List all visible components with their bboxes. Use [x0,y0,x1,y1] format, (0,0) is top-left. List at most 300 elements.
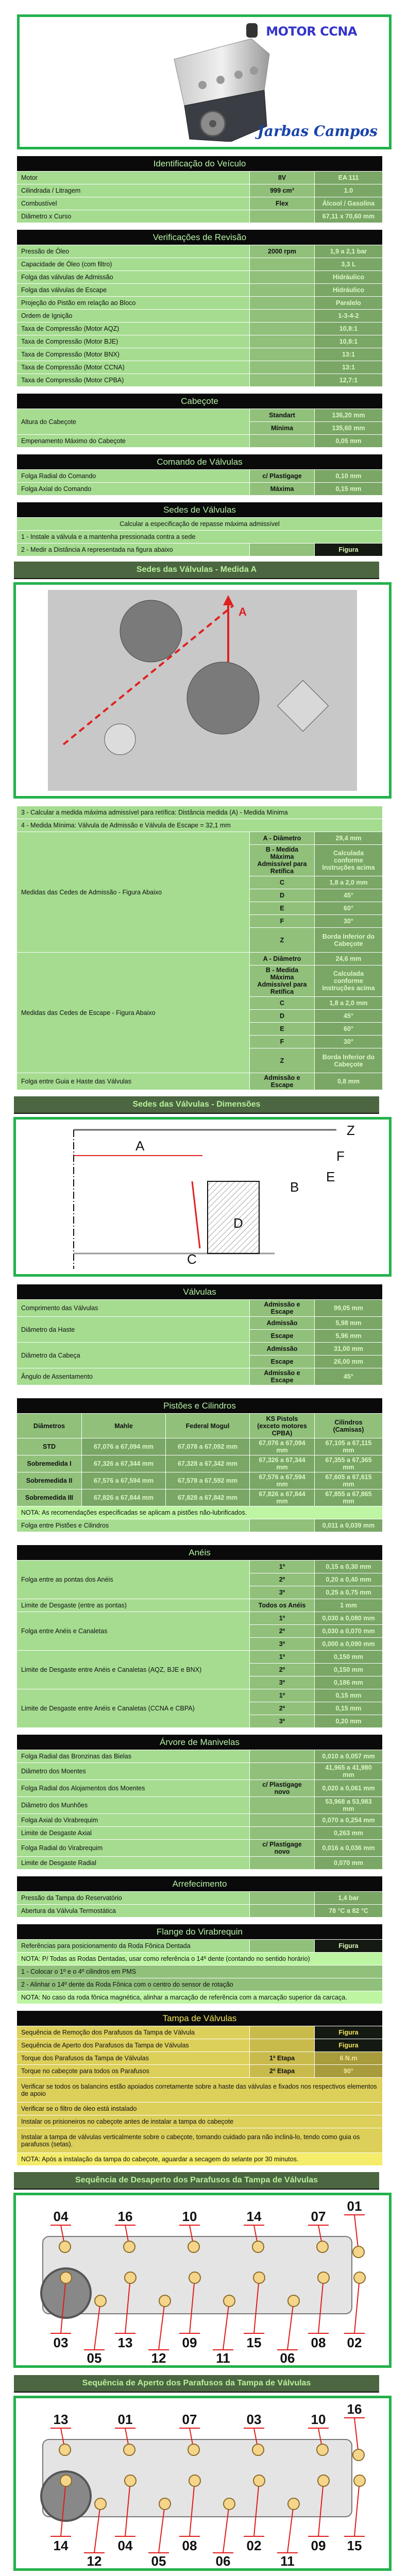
row-value: 136,20 mm [315,409,383,422]
table-row [17,1750,383,1763]
bolt-icon [124,2444,135,2455]
row-value: 41,965 a 41,980 mm [315,1763,383,1780]
bolt-number-label: 11 [216,2350,230,2365]
seat-dimension-diagram [16,1120,389,1274]
bolt-icon [353,2449,364,2461]
bolt-number-label: 04 [117,2538,133,2553]
section-title: Verificações de Revisão [17,230,383,245]
table-row [17,258,383,271]
row-condition [250,1519,315,1532]
bolt-number-label: 08 [182,2538,197,2553]
table-row [17,1651,383,1664]
row-label: Empenamento Máximo do Cabeçote [17,435,250,448]
row-condition [250,435,315,448]
row-value: 67,855 a 67,865 mm [315,1489,383,1506]
sedes-intro: Calcular a especificação de repasse máxima admissível [17,518,383,531]
row-condition: 2º [250,1625,315,1638]
bolt-icon [318,2272,329,2283]
row-value: 45° [315,1368,383,1385]
row-value: 0,016 a 0,036 mm [315,1840,383,1857]
row-value: 135,60 mm [315,422,383,435]
row-value: 0,15 a 0,30 mm [315,1561,383,1573]
row-value: 13:1 [315,348,383,361]
table-row [17,271,383,284]
instruction-text: Instalar a tampa de válvulas verticalmente sobre o cabeçote, tomando cuidado para não incliná-lo, tendo como guia os parafusos (setas). [17,2128,383,2153]
table-row [17,210,383,223]
bolt-icon [224,2498,235,2510]
table-row [17,1472,383,1489]
row-condition: F [250,1036,315,1048]
row-value: 45° [315,889,383,902]
bolt-icon [124,2241,135,2252]
row-value: 67,076 a 67,094 mm [82,1438,166,1455]
row-value: 0,05 mm [315,435,383,448]
table-row [17,297,383,310]
row-condition [250,1763,315,1780]
bolt-icon [354,2272,365,2283]
row-value: 0,020 a 0,061 mm [315,1780,383,1797]
row-value: 67,078 a 67,092 mm [166,1438,250,1455]
row-condition: Admissão e Escape [250,1073,315,1090]
table-row [17,1612,383,1625]
row-label: Ordem de Ignição [17,310,250,323]
row-value: 0,15 mm [315,1689,383,1702]
bolt-icon [253,2272,265,2283]
figure-link-button[interactable]: Figura [315,544,383,556]
row-condition [250,1814,315,1827]
row-label: Torque no cabeçote para todos os Parafusos [17,2065,250,2078]
instruction-text: Verificar se o filtro de óleo está instalado [17,2103,383,2115]
row-value: 0,010 a 0,057 mm [315,1750,383,1763]
row-condition: Escape [250,1355,315,1368]
dimension-label: D [233,1215,243,1231]
row-value: 0,25 a 0,75 mm [315,1586,383,1599]
sedes-step-4: 4 - Medida Mínima: Válvula de Admissão e Válvula de Escape = 32,1 mm [17,819,383,832]
row-condition [250,284,315,297]
row-condition: Mínima [250,422,315,435]
row-condition: 1ª Etapa [250,2052,315,2065]
row-value: 1,9 a 2,1 bar [315,245,383,258]
row-condition: A - Diâmetro [250,832,315,845]
pistoes-table [16,1398,383,1532]
row-size-label: Sobremedida III [17,1489,82,1506]
row-label: Pressão da Tampa do Reservatório [17,1892,250,1905]
row-label: Projeção do Pistão em relação ao Bloco [17,297,250,310]
row-condition: 3º [250,1638,315,1651]
row-condition: 3º [250,1676,315,1689]
row-label: Taxa de Compressão (Motor BNX) [17,348,250,361]
sedes-step-3: 3 - Calcular a medida máxima admissível para retífica: Distância medida (A) - Medida Mínima [17,806,383,819]
bolt-icon [318,2475,329,2486]
section-title: Cabeçote [17,394,383,409]
bolt-icon [60,2475,72,2486]
valve-cover-tighten-figure [13,2396,392,2571]
row-value: Borda Inferior do Cabeçote [315,1048,383,1073]
row-condition: 999 cm³ [250,184,315,197]
row-value: 60° [315,1023,383,1036]
bolt-icon [95,2295,106,2307]
row-value: 78 °C a 82 °C [315,1905,383,1918]
row-condition: 2º [250,1573,315,1586]
row-value: 5,98 mm [315,1317,383,1330]
bolt-icon [188,2241,199,2252]
row-label: Folga entre Guia e Haste das Válvulas [17,1073,250,1090]
row-value: EA 111 [315,172,383,184]
row-value: 0,10 mm [315,470,383,483]
row-value: 13:1 [315,361,383,374]
row-condition: 8V [250,172,315,184]
row-label: Cilindrada / Litragem [17,184,250,197]
table-row [17,284,383,297]
row-condition: B - Medida Máxima Admissível para Retífica [250,965,315,997]
valve-seat-measure-figure [13,582,392,799]
table-row [17,1438,383,1455]
row-size-label: STD [17,1438,82,1455]
bolt-icon [288,2498,299,2510]
identificacao-table [16,156,383,223]
row-value: 45° [315,1010,383,1023]
bolt-number-label: 06 [215,2553,231,2568]
row-label: Torque dos Parafusos da Tampa de Válvulas [17,2052,250,2065]
row-condition [250,335,315,348]
row-condition [250,1827,315,1840]
bolt-icon [353,2246,364,2258]
note-text: NOTA: As recomendações especificadas se aplicam a pistões não-lubrificados. [17,1506,383,1519]
bolt-number-label: 01 [347,2198,362,2214]
bolt-number-label: 15 [347,2538,362,2553]
table-row [17,470,383,483]
row-value: Calculada conforme Instruções acima [315,845,383,876]
row-value: 67,076 a 67,094 mm [250,1438,315,1455]
row-condition: 2º [250,1702,315,1715]
row-value: Hidráulico [315,271,383,284]
row-condition: Admissão e Escape [250,1368,315,1385]
tampa-table [16,2010,383,2166]
bolt-number-label: 16 [117,2209,133,2224]
valve-cover-bolt-diagram [16,2398,389,2568]
row-value: 1,8 a 2,0 mm [315,997,383,1010]
row-condition: Máxima [250,483,315,496]
row-value: 67,578 a 67,592 mm [166,1472,250,1489]
row-condition [250,2026,315,2039]
row-label: Sequência de Remoção dos Parafusos da Tampa de Válvula [17,2026,250,2039]
engine-title: MOTOR CCNA [266,24,357,39]
table-row [17,1343,383,1355]
bolt-icon [59,2444,71,2455]
table-row [17,1797,383,1814]
bolt-number-label: 07 [182,2412,197,2427]
row-condition: E [250,902,315,915]
row-label: Ângulo de Assentamento [17,1368,250,1385]
row-value: 53,968 a 53,983 mm [315,1797,383,1814]
row-condition: 2º [250,1664,315,1676]
row-label: Diâmetro dos Munhões [17,1797,250,1814]
note-text: NOTA: No caso da roda fônica magnética, alinhar a marcação de referência com a marcação superior da carcaça. [17,1991,383,2004]
row-condition: A - Diâmetro [250,953,315,965]
bolt-number-label: 02 [246,2538,262,2553]
row-value: 67,605 a 67,615 mm [315,1472,383,1489]
row-label: Folga Radial do Virabrequim [17,1840,250,1857]
row-value: 1 mm [315,1599,383,1612]
row-value: 0,011 a 0,039 mm [315,1519,383,1532]
table-row [17,1561,383,1573]
flange-table [16,1924,383,2004]
row-condition: Admissão e Escape [250,1300,315,1317]
row-label: Taxa de Compressão (Motor BJE) [17,335,250,348]
row-value: 60° [315,902,383,915]
row-size-label: Sobremedida II [17,1472,82,1489]
bolt-number-label: 13 [117,2335,133,2350]
row-condition [250,544,315,556]
row-condition: 2ª Etapa [250,2065,315,2078]
valve-seat-dimensions-figure [13,1117,392,1277]
row-label: Medidas das Cedes de Escape - Figura Abaixo [17,953,250,1073]
row-condition: 3º [250,1586,315,1599]
table-row [17,1519,383,1532]
bolt-icon [252,2444,264,2455]
row-label: Folga Radial do Comando [17,470,250,483]
row-value: 6 N.m [315,2052,383,2065]
figure-link-button[interactable]: Figura [315,2026,383,2039]
row-condition: c/ Plastigage novo [250,1780,315,1797]
row-value: 31,00 mm [315,1343,383,1355]
bolt-number-label: 01 [117,2412,133,2427]
table-row [17,1368,383,1385]
sedes-table [16,502,383,556]
table-row [17,1599,383,1612]
row-value: 0,20 mm [315,1715,383,1728]
row-condition [250,1940,315,1953]
row-label: Folga das válvulas de Escape [17,284,250,297]
row-value: 24,6 mm [315,953,383,965]
table-row [17,1814,383,1827]
row-value: 67,326 a 67,344 mm [82,1455,166,1472]
bolt-number-label: 04 [53,2209,69,2224]
row-value: 3,3 L [315,258,383,271]
bolt-icon [354,2475,365,2486]
comando-table [16,454,383,496]
row-condition: Flex [250,197,315,210]
author-signature: Jarbas Campos [257,123,378,140]
row-label: Diâmetro da Haste [17,1317,250,1343]
row-value: 10,8:1 [315,335,383,348]
bolt-number-label: 12 [151,2350,166,2365]
row-label: Limite de Desgaste entre Anéis e Canaletas (CCNA e CBPA) [17,1689,250,1728]
bolt-icon [252,2241,264,2252]
row-value: 26,00 mm [315,1355,383,1368]
bolt-icon [159,2295,171,2307]
note-text: NOTA: Após a instalação da tampa do cabeçote, aguardar a secagem do selante por 30 minutos. [17,2153,383,2166]
row-value: 0,150 mm [315,1664,383,1676]
table-row [17,409,383,422]
valvulas-table [16,1284,383,1385]
row-condition: 1º [250,1689,315,1702]
row-label: Diâmetro x Curso [17,210,250,223]
row-value: 0,070 mm [315,1857,383,1870]
bolt-number-label: 14 [53,2538,69,2553]
bolt-number-label: 09 [311,2538,326,2553]
row-condition: E [250,1023,315,1036]
bolt-number-label: 09 [182,2335,197,2350]
column-header: Federal Mogul [166,1414,250,1438]
row-value: 0,186 mm [315,1676,383,1689]
row-value: 1.0 [315,184,383,197]
row-label: Folga das válvulas de Admissão [17,271,250,284]
row-value: 99,05 mm [315,1300,383,1317]
column-header: KS Pistols (exceto motores CPBA) [250,1414,315,1438]
flange-step-1: 1 - Colocar o 1º e o 4º cilindros em PMS [17,1965,383,1978]
row-value: 67,105 a 67,115 mm [315,1438,383,1455]
row-condition: 2000 rpm [250,245,315,258]
section-title: Sedes de Válvulas [17,502,383,518]
bolt-number-label: 03 [53,2335,69,2350]
row-value: 0,20 a 0,40 mm [315,1573,383,1586]
table-row [17,1300,383,1317]
row-condition [250,323,315,335]
row-value: 0,8 mm [315,1073,383,1090]
bolt-icon [125,2272,136,2283]
row-value: 0,070 a 0,254 mm [315,1814,383,1827]
row-condition: B - Medida Máxima Admissível para Retífica [250,845,315,876]
row-condition: 1º [250,1651,315,1664]
row-value: Borda Inferior do Cabeçote [315,928,383,953]
row-value: 67,355 a 67,365 mm [315,1455,383,1472]
table-row [17,1827,383,1840]
row-label: Referências para posicionamento da Roda Fônica Dentada [17,1940,250,1953]
row-condition: C [250,997,315,1010]
valve-cover-bolt-diagram [16,2195,389,2365]
figure-link-button[interactable]: Figura [315,2039,383,2052]
table-row [17,1892,383,1905]
row-value: Álcool / Gasolina [315,197,383,210]
bolt-number-label: 02 [347,2335,362,2350]
row-condition: D [250,1010,315,1023]
bolt-number-label: 11 [280,2553,295,2568]
bolt-number-label: 06 [280,2350,295,2365]
table-row [17,184,383,197]
bolt-icon [317,2241,328,2252]
row-condition [250,210,315,223]
figure-link-button[interactable]: Figura [315,1940,383,1953]
svg-text:A: A [239,605,247,618]
row-label: Comprimento das Válvulas [17,1300,250,1317]
row-label: Folga Radial das Bronzinas das Bielas [17,1750,250,1763]
table-row [17,953,383,965]
table-row [17,310,383,323]
bolt-number-label: 10 [182,2209,197,2224]
bolt-icon [159,2498,171,2510]
row-value: 1,4 bar [315,1892,383,1905]
row-value: 0,150 mm [315,1651,383,1664]
row-label: Diâmetro da Cabeça [17,1343,250,1368]
section-title: Identificação do Veículo [17,156,383,172]
bolt-number-label: 13 [53,2412,69,2427]
instruction-text: Instalar os prisioneiros no cabeçote antes de instalar a tampa do cabeçote [17,2115,383,2128]
table-row [17,361,383,374]
table-row [17,1455,383,1472]
row-condition: D [250,889,315,902]
row-value: Calculada conforme Instruções acima [315,965,383,997]
table-row [17,348,383,361]
row-value: 67,828 a 67,842 mm [166,1489,250,1506]
bolt-number-label: 16 [347,2401,362,2417]
row-value: 67,826 a 67,844 mm [250,1489,315,1506]
row-value: 1,8 a 2,0 mm [315,876,383,889]
bolt-number-label: 14 [246,2209,262,2224]
row-value: 0,030 a 0,080 mm [315,1612,383,1625]
table-row [17,1905,383,1918]
row-value: 90° [315,2065,383,2078]
row-size-label: Sobremedida I [17,1455,82,1472]
column-header: Diâmetros [17,1414,82,1438]
row-value: 1-3-4-2 [315,310,383,323]
revisao-table [16,229,383,387]
row-label: Pressão de Óleo [17,245,250,258]
figure-title: Sedes das Válvulas - Medida A [14,562,379,579]
note-text: NOTA: P/ Todas as Rodas Dentadas, usar como referência o 14º dente (contando no sentido horário) [17,1953,383,1965]
row-value: 5,96 mm [315,1330,383,1343]
table-row [17,1317,383,1330]
table-row [17,197,383,210]
table-row [17,245,383,258]
figure-title: Sedes das Válvulas - Dimensões [14,1096,379,1114]
row-value: 0,15 mm [315,483,383,496]
bolt-icon [224,2295,235,2307]
bolt-icon [189,2475,200,2486]
dimension-label: Z [347,1123,355,1138]
bolt-number-label: 07 [311,2209,326,2224]
row-condition [250,2039,315,2052]
dimension-label: E [326,1169,335,1184]
bolt-number-label: 10 [311,2412,326,2427]
row-value: 30° [315,915,383,928]
cabecote-table [16,393,383,448]
row-condition: 3º [250,1715,315,1728]
row-condition: Escape [250,1330,315,1343]
row-condition: F [250,915,315,928]
row-label: Folga entre Pistões e Cilindros [17,1519,250,1532]
row-value: 67,826 a 67,844 mm [82,1489,166,1506]
row-label: Taxa de Compressão (Motor CPBA) [17,374,250,387]
row-condition: Admissão [250,1317,315,1330]
table-row [17,323,383,335]
table-row [17,1840,383,1857]
column-header: Mahle [82,1414,166,1438]
bolt-icon [288,2295,299,2307]
section-title: Pistões e Cilindros [17,1398,383,1414]
table-row [17,335,383,348]
row-label: Diâmetro dos Moentes [17,1763,250,1780]
row-condition: Z [250,928,315,953]
table-row [17,1689,383,1702]
row-label: Combustível [17,197,250,210]
sedes-medidas-table [16,806,383,1090]
table-row [17,1073,383,1090]
row-condition: c/ Plastigage novo [250,1840,315,1857]
row-label: Limite de Desgaste entre Anéis e Canaletas (AQZ, BJE e BNX) [17,1651,250,1689]
row-condition [250,1892,315,1905]
row-label: Capacidade de Óleo (com filtro) [17,258,250,271]
arvore-table [16,1734,383,1870]
section-title: Comando de Válvulas [17,454,383,470]
row-value: 0,15 mm [315,1702,383,1715]
row-condition [250,1797,315,1814]
flange-step-2: 2 - Alinhar o 14º dente da Roda Fônica com o centro do sensor de rotação [17,1978,383,1991]
bolt-icon [60,2272,72,2283]
sedes-step-2: 2 - Medir a Distância A representada na figura abaixo [17,544,250,556]
section-title: Válvulas [17,1284,383,1300]
bolt-icon [188,2444,199,2455]
